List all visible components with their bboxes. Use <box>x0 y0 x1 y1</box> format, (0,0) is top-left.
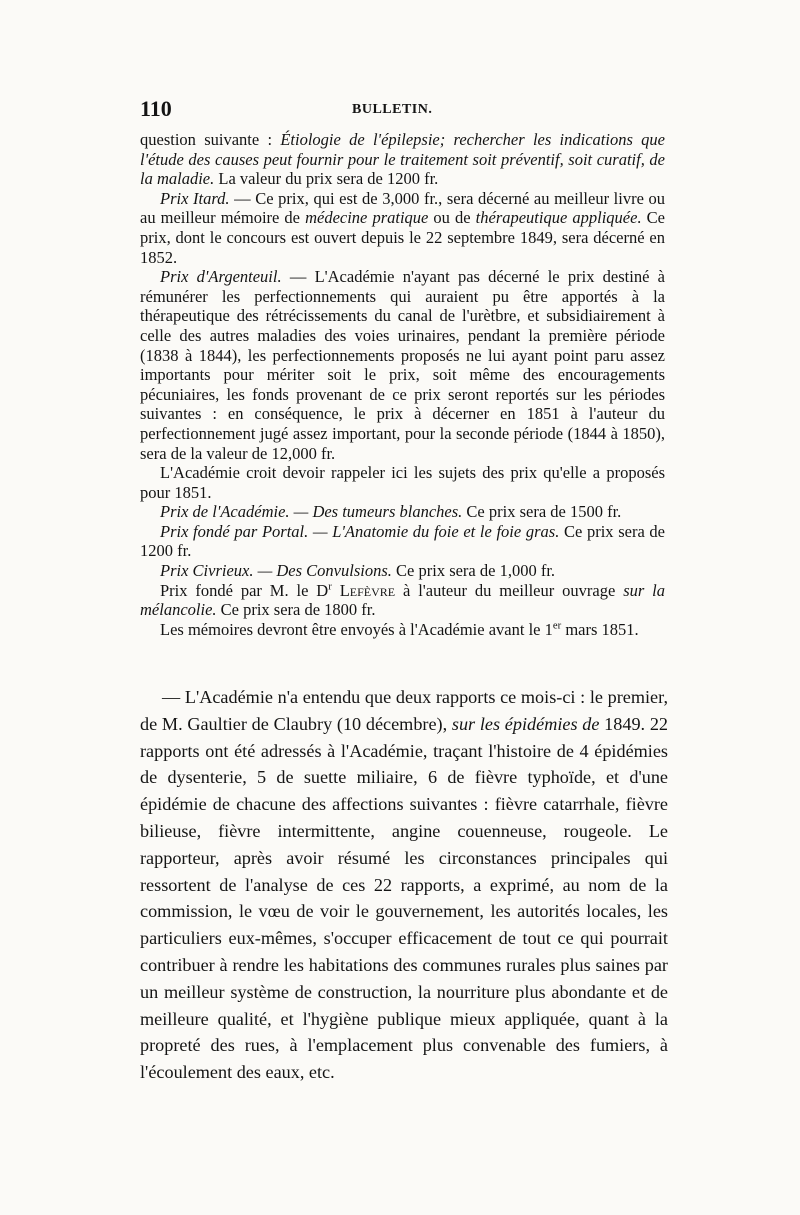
paragraph-epidemics-report: — L'Académie n'a entendu que deux rapports ce mois-ci : le premier, de M. Gaultier de Claubry (10 décembre), sur les épidémies de 1849. 22 rapports ont été adressés à l'Académie, traçant l'histoire de 4 épidémies de dysenterie, 5 de suette miliaire, 6 de fièvre typhoïde, et d'une épidémie de chacune des affections suivantes : fièvre catarrhale, fièvre bilieuse, fièvre intermittente, angine couenneuse, rougeole. Le rapporteur, après avoir résumé les circonstances principales qui ressortent de l'analyse de ces 22 rapports, a exprimé, au nom de la commission, le vœu de voir le gouvernement, les autorités locales, les particuliers eux-mêmes, s'occuper efficacement de tout ce qui pourrait contribuer à rendre les habitations des communes rurales plus saines par un meilleur système de construction, la nourriture plus abondante et de meilleure qualité, et l'hygiène publique mieux appliquée, quant à la propreté des rues, à l'emplacement plus convenable des fumiers, à l'écoulement des eaux, etc. <box>140 687 669 1083</box>
paragraph-prix-itard: Prix Itard. — Ce prix, qui est de 3,000 fr., sera décerné au meilleur livre ou au meilleur mémoire de médecine pratique ou de thérapeutique appliquée. Ce prix, dont le concours est ouvert depuis le 22 septembre 1849, sera décerné en 1852. <box>140 188 666 267</box>
paragraph-prix-lefevre: Prix fondé par M. le $D^r$ Lefèvre à l'auteur du meilleur ouvrage sur la mélancolie. Ce prix sera de 1800 fr. <box>140 580 666 620</box>
paragraph-prix-academie: Prix de l'Académie. — Des tumeurs blanches. Ce prix sera de 1500 fr. <box>160 502 622 522</box>
prize-section <box>140 130 665 639</box>
paragraph-prix-argenteuil: Prix d'Argenteuil. — L'Académie n'ayant pas décerné le prix destiné à rémunérer les perfectionnements qui auraient pu être apportés à la thérapeutique des rétrécissements du canal de l'urètbre, et subsidiairement à celle des autres maladies des voies urinaires, pendant la première période (1838 à 1844), les perfectionnements proposés ne lui ayant point paru assez importants pour mériter soit le prix, soit même des encouragements pécuniaires, les fonds provenant de ce prix seront reportés sur les périodes suivantes : en conséquence, le prix à décerner en 1851 à l'auteur du perfectionnement jugé assez important, pour la seconde période (1844 à 1850), sera de la valeur de 12,000 fr. <box>140 267 665 463</box>
page-number: 110 <box>140 96 172 121</box>
page-header <box>140 92 668 126</box>
paragraph-prix-portal: Prix fondé par Portal. — L'Anatomie du foie et le foie gras. Ce prix sera de 1200 fr. <box>140 521 665 561</box>
paragraph-submission-deadline: Les mémoires devront être envoyés à l'Académie avant le 1er mars 1851. <box>160 619 639 639</box>
paragraph-recall-subjects: L'Académie croit devoir rappeler ici les sujets des prix qu'elle a proposés pour 1851. <box>140 463 665 502</box>
paragraph-prix-civrieux: Prix Civrieux. — Des Convulsions. Ce prix sera de 1,000 fr. <box>160 561 556 581</box>
paragraph-epilepsy-question: question suivante : Étiologie de l'épilepsie; rechercher les indications que l'étude des causes peut fournir pour le traitement soit préventif, soit curatif, de la maladie. La valeur du prix sera de 1200 fr. <box>140 130 665 189</box>
running-title: BULLETIN. <box>352 102 433 117</box>
report-section <box>140 684 668 1086</box>
